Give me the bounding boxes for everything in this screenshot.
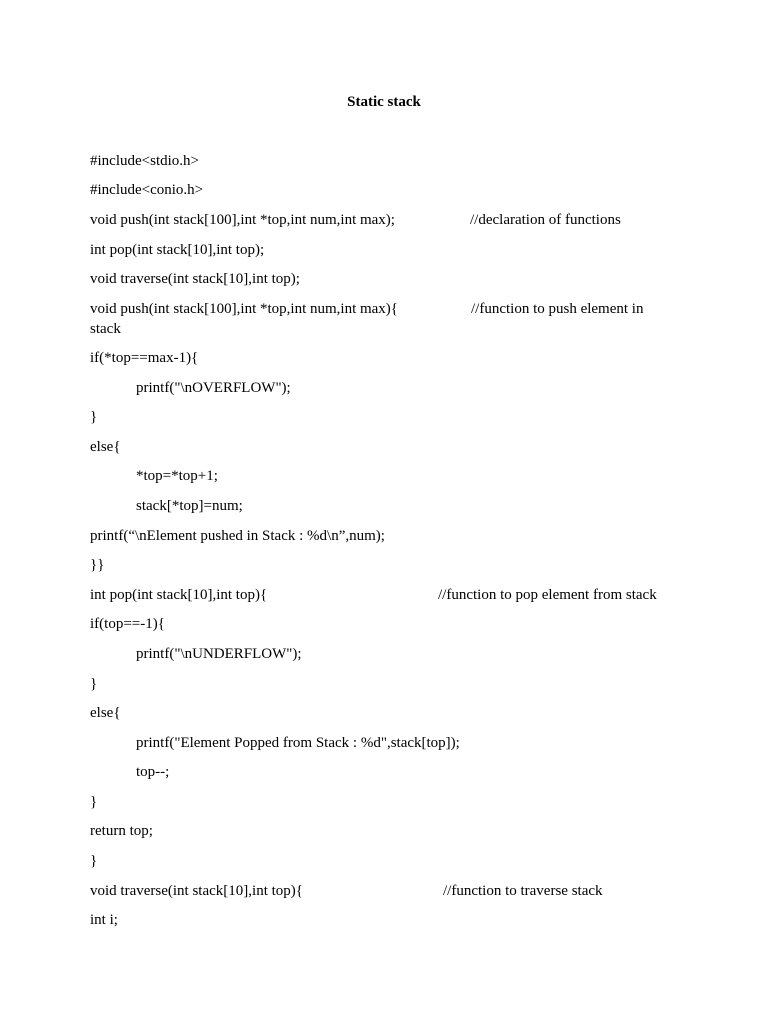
code-line: else{ xyxy=(90,705,121,721)
code-comment: //declaration of functions xyxy=(470,212,621,228)
code-comment: //function to pop element from stack xyxy=(438,587,657,603)
code-line: void traverse(int stack[10],int top){ xyxy=(90,883,303,899)
code-line: } xyxy=(90,794,98,810)
code-line: int pop(int stack[10],int top){ xyxy=(90,587,268,603)
code-line: } xyxy=(90,676,98,692)
code-line: *top=*top+1; xyxy=(136,468,218,484)
code-line: } xyxy=(90,409,98,425)
code-line: printf("Element Popped from Stack : %d",stack[top]); xyxy=(136,735,460,751)
code-line: top--; xyxy=(136,764,170,780)
code-line: return top; xyxy=(90,823,153,839)
code-line: printf("\nUNDERFLOW"); xyxy=(136,646,302,662)
code-line: stack xyxy=(90,321,121,337)
code-line: }} xyxy=(90,557,105,573)
page-title: Static stack xyxy=(347,94,421,110)
code-line: void traverse(int stack[10],int top); xyxy=(90,271,300,287)
code-line: #include<conio.h> xyxy=(90,182,204,198)
code-line: stack[*top]=num; xyxy=(136,498,243,514)
code-line: int pop(int stack[10],int top); xyxy=(90,242,265,258)
code-line: else{ xyxy=(90,439,121,455)
code-line: int i; xyxy=(90,912,118,928)
code-line: #include<stdio.h> xyxy=(90,153,199,169)
code-line: printf(“\nElement pushed in Stack : %d\n”,num); xyxy=(90,528,385,544)
code-line: } xyxy=(90,853,98,869)
code-line: void push(int stack[100],int *top,int num,int max){ xyxy=(90,301,399,317)
code-line: if(*top==max-1){ xyxy=(90,350,199,366)
code-line: printf("\nOVERFLOW"); xyxy=(136,380,291,396)
code-comment: //function to push element in xyxy=(471,301,644,317)
code-line: if(top==-1){ xyxy=(90,616,165,632)
code-line: void push(int stack[100],int *top,int num,int max); xyxy=(90,212,395,228)
code-comment: //function to traverse stack xyxy=(443,883,603,899)
